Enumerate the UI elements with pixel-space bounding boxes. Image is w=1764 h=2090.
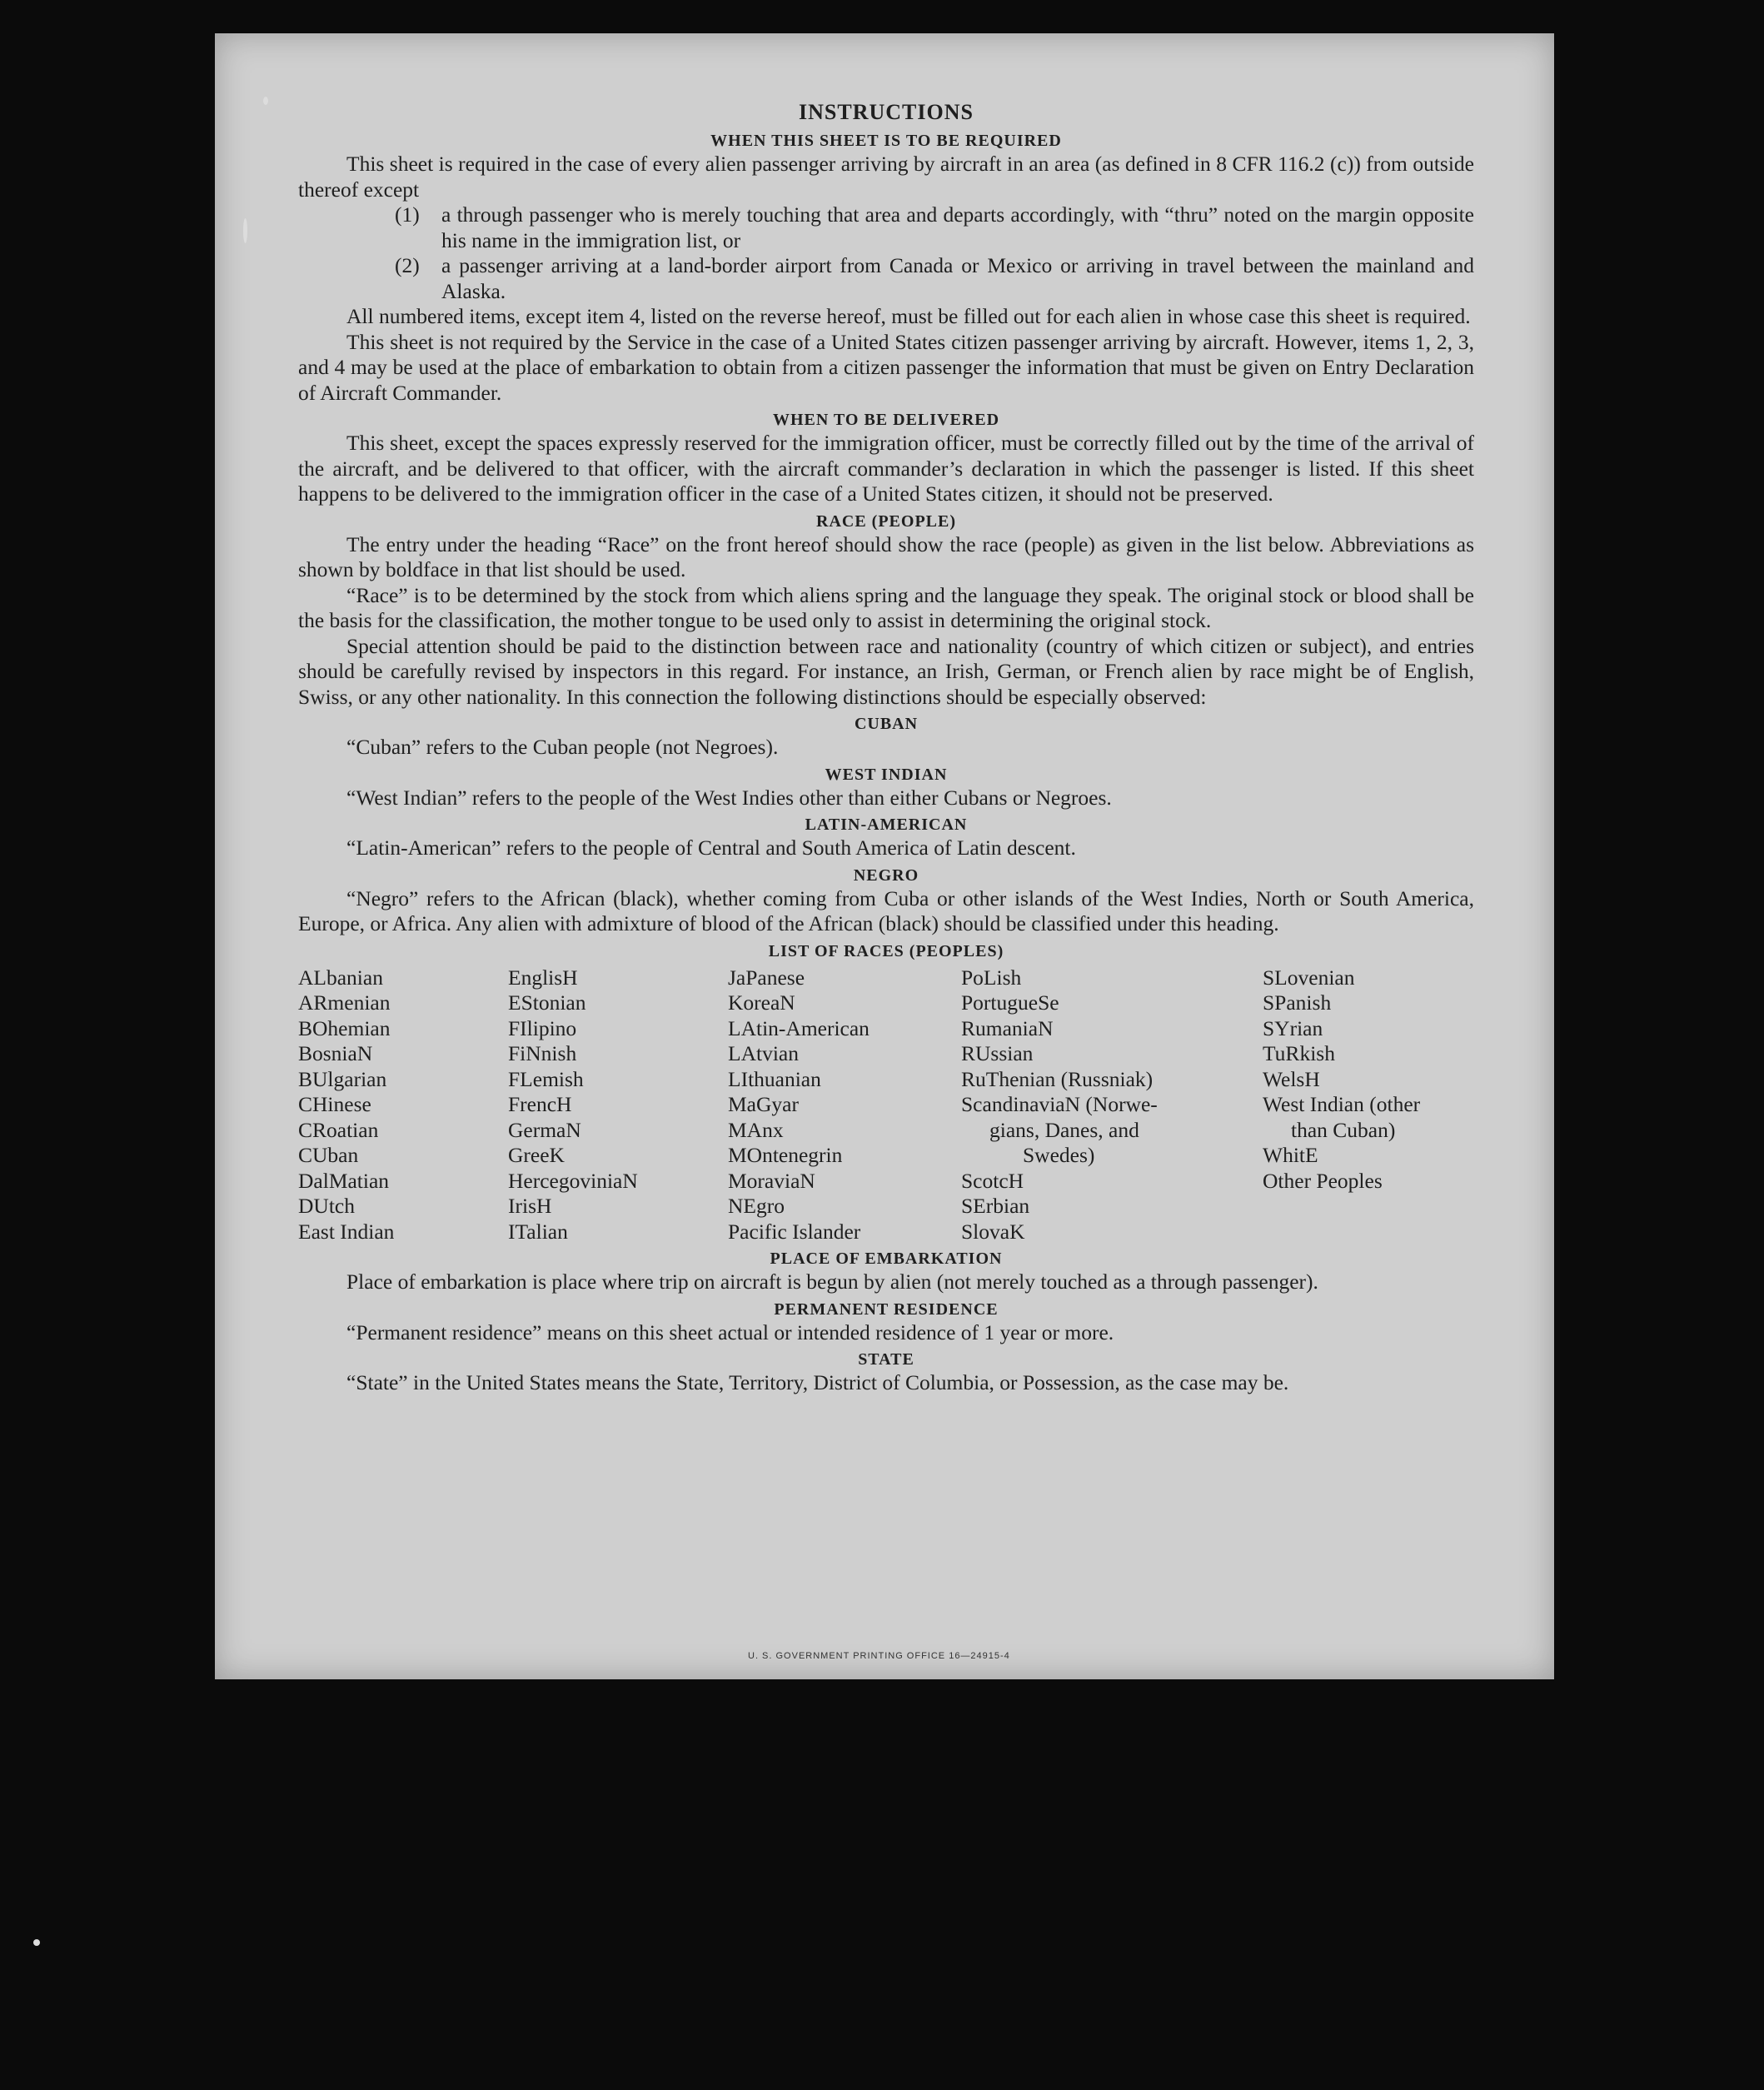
race-entry: TuRkish	[1263, 1041, 1335, 1065]
race-entry: FIlipino	[508, 1015, 577, 1040]
race-entry: IrisH	[508, 1194, 552, 1218]
race-entry: KoreaN	[728, 990, 795, 1015]
race-entry: EnglisH	[508, 965, 578, 990]
exception-item	[395, 202, 1474, 253]
races-column-1	[298, 965, 508, 1245]
race-entry: ScandinaviaN (Norwe-	[961, 1092, 1158, 1116]
race-entry: SErbian	[961, 1194, 1030, 1218]
printing-office-imprint: U. S. GOVERNMENT PRINTING OFFICE 16—24915-4	[748, 1651, 1010, 1661]
scan-speck	[243, 218, 247, 243]
paragraph: “Permanent residence” means on this sheet actual or intended residence of 1 year or more.	[346, 1319, 1114, 1344]
race-entry: DUtch	[298, 1194, 355, 1218]
scan-speck	[263, 97, 268, 105]
race-entry: LIthuanian	[728, 1066, 821, 1091]
race-entry: Pacific Islander	[728, 1219, 861, 1244]
scan-speck	[33, 1939, 40, 1946]
heading-when-delivered: WHEN TO BE DELIVERED	[772, 411, 1000, 429]
race-entry: EStonian	[508, 990, 586, 1015]
heading-latin-american: LATIN-AMERICAN	[805, 816, 968, 834]
paragraph: “West Indian” refers to the people of the West Indies other than either Cubans or Negroes.	[346, 785, 1112, 810]
race-entry: RuThenian (Russniak)	[961, 1066, 1154, 1091]
race-entry: JaPanese	[728, 965, 805, 990]
race-entry: NEgro	[728, 1194, 785, 1218]
race-entry: CHinese	[298, 1092, 371, 1116]
paragraph: This sheet is not required by the Service in the case of a United States citizen passenger arriving by aircraft. However, items 1, 2, 3, and 4 may be used at the place of embarkation to obtain from a citizen passenger the information that must be given on Entry Declaration of Aircraft Commander.	[298, 329, 1474, 405]
paragraph: “State” in the United States means the State, Territory, District of Columbia, or Possession, as the case may be.	[346, 1370, 1289, 1394]
heading-permanent-residence: PERMANENT RESIDENCE	[774, 1299, 999, 1319]
page-title: INSTRUCTIONS	[799, 100, 974, 124]
race-entry: ALbanian	[298, 965, 383, 990]
instructions-body	[298, 98, 1474, 1396]
race-entry: Other Peoples	[1263, 1168, 1383, 1193]
race-entry: WhitE	[1263, 1143, 1318, 1167]
race-entry: MoraviaN	[728, 1168, 815, 1193]
races-column-5	[1263, 965, 1474, 1245]
race-entry: CRoatian	[298, 1117, 379, 1142]
paragraph: Special attention should be paid to the distinction between race and nationality (country of which citizen or subject), and entries should be carefully revised by inspectors in this regard. For instance, an Irish, German, or French alien by race might be of English, Swiss, or any other nationality. In this connection the following distinctions should be especially observed:	[298, 633, 1474, 709]
races-list	[298, 965, 1474, 1245]
races-column-2	[508, 965, 728, 1245]
paragraph: “Negro” refers to the African (black), whether coming from Cuba or other islands of the West Indies, North or South America, Europe, or Africa. Any alien with admixture of blood of the African (black) should be classified under this heading.	[298, 885, 1474, 935]
race-entry: FrencH	[508, 1092, 572, 1116]
race-entry: SYrian	[1263, 1015, 1323, 1040]
race-entry: SLovenian	[1263, 965, 1355, 990]
race-entry: PortugueSe	[961, 990, 1059, 1015]
race-entry: RumaniaN	[961, 1015, 1054, 1040]
paragraph: “Race” is to be determined by the stock from which aliens spring and the language they speak. The original stock or blood shall be the basis for the classification, the mother tongue to be used only to assist in determining the original stock.	[298, 582, 1474, 632]
race-entry: ITalian	[508, 1219, 568, 1244]
paragraph: All numbered items, except item 4, listed on the reverse hereof, must be filled out for each alien in whose case this sheet is required.	[346, 304, 1471, 328]
race-entry: CUban	[298, 1143, 359, 1167]
exception-item	[395, 253, 1474, 304]
races-column-3	[728, 965, 961, 1245]
document-page	[215, 33, 1554, 1679]
heading-state: STATE	[858, 1350, 914, 1369]
race-entry-continued: Swedes)	[1023, 1143, 1095, 1167]
race-entry: MAnx	[728, 1117, 784, 1142]
race-entry: FLemish	[508, 1066, 584, 1091]
race-entry: LAtin-American	[728, 1015, 870, 1040]
race-entry: RUssian	[961, 1041, 1034, 1065]
race-entry: WelsH	[1263, 1066, 1320, 1091]
heading-place-of-embarkation: PLACE OF EMBARKATION	[770, 1250, 1003, 1268]
race-entry: SPanish	[1263, 990, 1332, 1015]
race-entry: HercegoviniaN	[508, 1168, 638, 1193]
race-entry: MaGyar	[728, 1092, 799, 1116]
heading-west-indian: WEST INDIAN	[825, 765, 948, 784]
race-entry: BUlgarian	[298, 1066, 387, 1091]
paragraph: This sheet is required in the case of every alien passenger arriving by aircraft in an area (as defined in 8 CFR 116.2 (c)) from outside thereof except	[298, 152, 1474, 202]
paragraph: The entry under the heading “Race” on the front hereof should show the race (people) as given in the list below. Abbreviations as shown by boldface in that list should be used.	[298, 531, 1474, 581]
race-entry: West Indian (other	[1263, 1092, 1421, 1116]
item-text: a passenger arriving at a land-border airport from Canada or Mexico or arriving in travel between the mainland and Alaska.	[441, 253, 1474, 303]
races-column-4	[961, 965, 1263, 1245]
paragraph: “Latin-American” refers to the people of Central and South America of Latin descent.	[346, 836, 1076, 860]
race-entry: SlovaK	[961, 1219, 1025, 1244]
item-number: (1)	[395, 202, 420, 227]
race-entry: ARmenian	[298, 990, 391, 1015]
heading-when-required: WHEN THIS SHEET IS TO BE REQUIRED	[710, 132, 1062, 150]
race-entry: FiNnish	[508, 1041, 577, 1065]
race-entry: MOntenegrin	[728, 1143, 843, 1167]
race-entry: DalMatian	[298, 1168, 390, 1193]
heading-list-of-races: LIST OF RACES (PEOPLES)	[768, 941, 1004, 960]
race-entry: GreeK	[508, 1143, 565, 1167]
race-entry: PoLish	[961, 965, 1022, 990]
paragraph: This sheet, except the spaces expressly reserved for the immigration officer, must be correctly filled out by the time of the arrival of the aircraft, and be delivered to that officer, with the aircraft commander’s declaration in which the passenger is listed. If this sheet happens to be delivered to the immigration officer in the case of a United States citizen, it should not be preserved.	[298, 431, 1474, 506]
race-entry: GermaN	[508, 1117, 581, 1142]
race-entry: ScotcH	[961, 1168, 1024, 1193]
paragraph: “Cuban” refers to the Cuban people (not Negroes).	[346, 735, 779, 759]
race-entry: East Indian	[298, 1219, 395, 1244]
race-entry-continued: than Cuban)	[1291, 1117, 1396, 1142]
item-text: a through passenger who is merely touching that area and departs accordingly, with “thru” noted on the margin opposite his name in the immigration list, or	[441, 202, 1474, 252]
heading-race: RACE (PEOPLE)	[816, 511, 956, 531]
race-entry-continued: gians, Danes, and	[989, 1117, 1139, 1142]
heading-cuban: CUBAN	[854, 715, 919, 733]
heading-negro: NEGRO	[853, 865, 919, 885]
race-entry: BosniaN	[298, 1041, 373, 1065]
item-number: (2)	[395, 253, 420, 277]
race-entry: BOhemian	[298, 1015, 391, 1040]
race-entry: LAtvian	[728, 1041, 799, 1065]
paragraph: Place of embarkation is place where trip on aircraft is begun by alien (not merely touched as a through passenger).	[346, 1269, 1318, 1294]
